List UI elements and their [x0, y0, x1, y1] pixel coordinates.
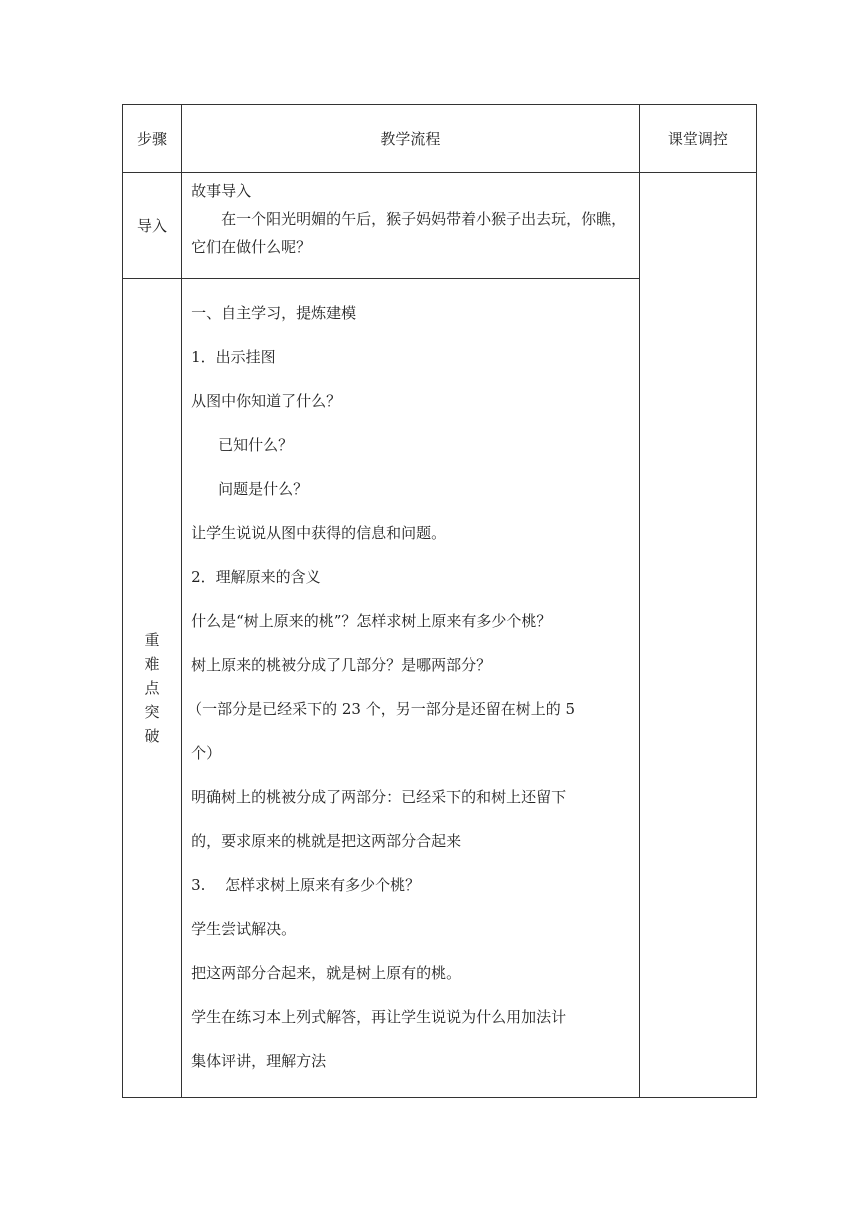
content-line: 一、自主学习，提炼建模 [191, 304, 357, 322]
step-char: 突 [144, 703, 160, 721]
content-line: 什么是“树上原来的桃”？怎样求树上原来有多少个桃？ [191, 612, 552, 630]
content-line: 明确树上的桃被分成了两部分：已经采下的和树上还留下 [191, 788, 567, 806]
content-line: （一部分是已经采下的 23 个，另一部分是还留在树上的 5 [187, 700, 576, 718]
intro-content [182, 173, 640, 279]
step-char: 难 [144, 655, 160, 673]
content-line: 2．理解原来的含义 [191, 568, 321, 586]
step-char: 点 [144, 679, 160, 697]
step-char: 重 [144, 631, 160, 649]
content-line: 树上原来的桃被分成了几部分？是哪两部分？ [191, 656, 492, 674]
intro-paragraph: 在一个阳光明媚的午后，猴子妈妈带着小猴子出去玩，你瞧，它们在做什么呢？ [191, 210, 627, 256]
header-teaching-process: 教学流程 [182, 105, 640, 173]
lesson-plan-table [122, 104, 757, 1098]
content-line: 让学生说说从图中获得的信息和问题。 [191, 524, 447, 542]
content-line: 把这两部分合起来，就是树上原有的桃。 [191, 964, 462, 982]
main-content [182, 279, 640, 1098]
header-step: 步骤 [123, 105, 182, 173]
step-intro: 导入 [123, 173, 182, 279]
classroom-control-cell [639, 173, 756, 1098]
content-line: 从图中你知道了什么？ [191, 392, 342, 410]
content-line: 问题是什么？ [218, 480, 309, 498]
content-line: 学生在练习本上列式解答，再让学生说说为什么用加法计 [191, 1008, 567, 1026]
content-line: 3. 怎样求树上原来有多少个桃？ [191, 876, 421, 894]
content-line: 1．出示挂图 [191, 348, 276, 366]
table-header-row [123, 105, 757, 173]
content-line: 集体评讲，理解方法 [191, 1052, 327, 1070]
step-char: 破 [144, 727, 160, 745]
content-line: 的，要求原来的桃就是把这两部分合起来 [191, 832, 462, 850]
header-classroom-control: 课堂调控 [639, 105, 756, 173]
table-row-intro [123, 173, 757, 279]
content-line: 已知什么？ [218, 436, 294, 454]
step-key-points [123, 279, 182, 1098]
intro-title: 故事导入 [191, 182, 252, 200]
content-line: 个） [191, 744, 222, 762]
content-line: 学生尝试解决。 [191, 920, 297, 938]
